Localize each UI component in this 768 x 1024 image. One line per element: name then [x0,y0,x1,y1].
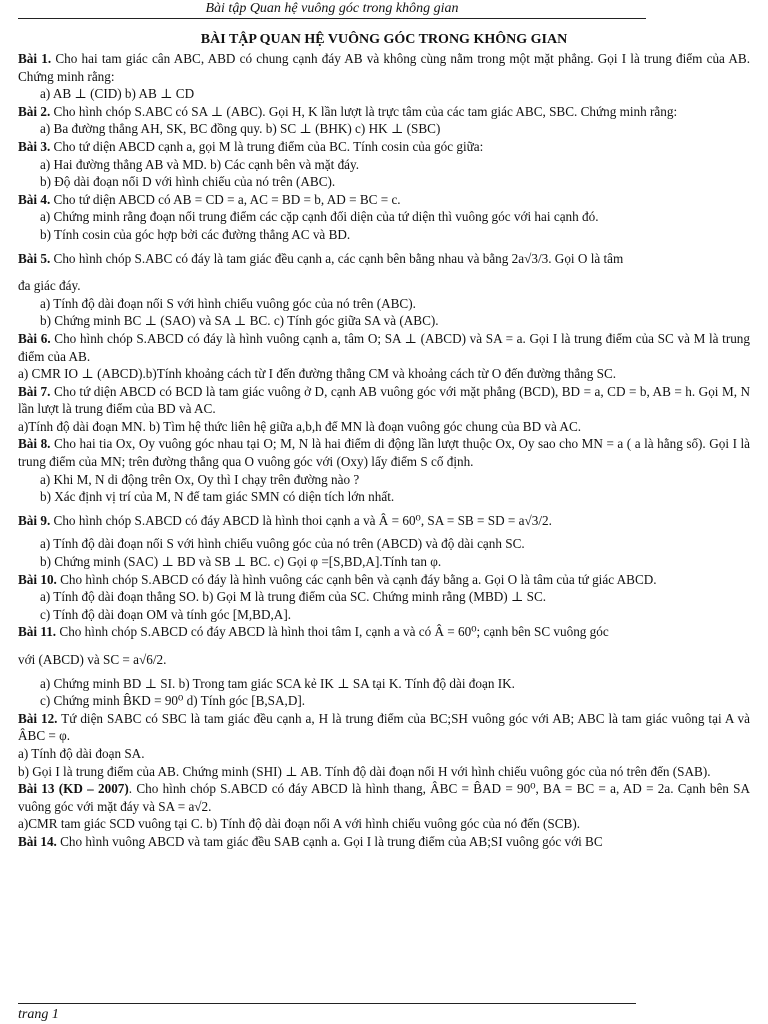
exercise-text-line [18,675,750,693]
exercise-text-line [18,588,750,606]
exercise-text-line [18,277,750,295]
spacer [18,641,750,651]
exercise-heading-line [18,330,750,365]
exercise-label: Bài 5. [18,250,51,266]
exercise-text-line [18,553,750,571]
exercise-text: với (ABCD) và SC = a√6/2. [18,652,167,667]
exercise-text: Cho tứ diện ABCD cạnh a, gọi M là trung điểm của BC. Tính cosin của góc giữa: [50,138,484,154]
page-header [18,0,646,19]
exercise-text: b) Chứng minh (SAC) ⊥ BD và SB ⊥ BC. c) Gọi φ =[S,BD,A].Tính tan φ. [40,554,442,570]
exercise-text: a)Tính độ dài đoạn MN. b) Tìm hệ thức liên hệ giữa a,b,h để MN là đoạn vuông góc chung của BD và AC. [18,418,582,434]
exercise-text: a)CMR tam giác SCD vuông tại C. b) Tính độ dài đoạn nối A với hình chiếu vuông góc của nó đến (SCB). [18,816,581,832]
document-body [18,50,750,851]
exercise-text: a) Tính độ dài đoạn SA. [18,745,145,761]
header-text: Bài tập Quan hệ vuông góc trong không gian [205,1,459,16]
exercise-text: Cho hình chóp S.ABCD có đáy là hình vuông cạnh a, tâm O; SA ⊥ (ABCD) và SA = a. Gọi I là trung điểm của SC và M là trung điểm của AB. [18,330,750,364]
exercise-label: Bài 13 (KD – 2007) [18,781,129,797]
exercise-heading-line [18,833,750,851]
exercise-text: Cho hình vuông ABCD và tam giác đều SAB cạnh a. Gọi I là trung điểm của AB;SI vuông góc với BC [56,833,603,849]
exercise-label: Bài 4. [18,191,51,207]
exercise-heading-line [18,103,750,121]
exercise-text-line [18,85,750,103]
exercise-heading-line [18,138,750,156]
exercise-text-line [18,745,750,763]
exercise-label: Bài 6. [18,330,51,346]
exercise-text: Cho hình chóp S.ABCD có đáy là hình vuông các cạnh bên và cạnh đáy bằng a. Gọi O là tâm của tứ giác ABCD. [56,571,657,587]
exercise-heading-line [18,191,750,209]
exercise-text: a) Hai đường thẳng AB và MD. b) Các cạnh bên và mặt đáy. [40,156,360,172]
exercise-text-line [18,226,750,244]
exercise-label: Bài 9. [18,512,51,528]
document-title: BÀI TẬP QUAN HỆ VUÔNG GÓC TRONG KHÔNG GIAN [200,32,568,47]
exercise-text: a) Tính độ dài đoạn nối S với hình chiếu vuông góc của nó trên (ABCD) và độ dài cạnh SC. [40,536,525,552]
exercise-text-line [18,156,750,174]
exercise-text-line [18,208,750,226]
exercise-label: Bài 10. [18,571,57,587]
exercise-text: c) Chứng minh B̂KD = 90⁰ d) Tính góc [B,SA,D]. [40,693,306,709]
exercise-text-line [18,365,750,383]
exercise-label: Bài 11. [18,624,57,640]
exercise-text-line [18,312,750,330]
exercise-text-line [18,418,750,436]
exercise-label: Bài 7. [18,383,51,399]
exercise-text: b) Độ dài đoạn nối D với hình chiếu của nó trên (ABC). [40,174,336,190]
exercise-text: Tứ diện SABC có SBC là tam giác đều cạnh a, H là trung điểm của BC;SH vuông góc với AB; ABC là tam giác vuông tại A và ÂBC = φ. [18,710,750,744]
exercise-text: . Cho hình chóp S.ABCD có đáy ABCD là hình thang, ÂBC = B̂AD = 90⁰, BA = BC = a, AD = 2a. Cạnh bên SA vuông góc với mặt đáy và SA = a√2. [18,781,750,814]
exercise-text: b) Xác định vị trí của M, N để tam giác SMN có diện tích lớn nhất. [40,489,395,505]
exercise-heading-line [18,250,750,268]
exercise-text: Cho tứ diện ABCD có BCD là tam giác vuông ở D, cạnh AB vuông góc với mặt phẳng (BCD), BD = a, CD = b, AB = h. Gọi M, N lần lượt là trung điểm của BD và AC. [18,383,751,417]
spacer [18,267,750,277]
exercise-text-line [18,606,750,624]
exercise-text: a) Tính độ dài đoạn thẳng SO. b) Gọi M là trung điểm của SC. Chứng minh rằng (MBD) ⊥ SC. [40,589,547,605]
exercise-text: a) CMR IO ⊥ (ABCD).b)Tính khoảng cách từ I đến đường thẳng CM và khoảng cách từ O đến đường thẳng SC. [18,366,617,382]
exercise-label: Bài 3. [18,138,51,154]
exercise-text: đa giác đáy. [18,278,81,294]
exercise-text: a) Khi M, N di động trên Ox, Oy thì I chạy trên đường nào ? [40,471,360,487]
exercise-text: a) Chứng minh rằng đoạn nối trung điểm các cặp cạnh đối diện của tứ diện thì vuông góc với hai cạnh đó. [40,209,599,225]
exercise-text: b) Chứng minh BC ⊥ (SAO) và SA ⊥ BC. c) Tính góc giữa SA và (ABC). [40,313,439,329]
exercise-text: Cho hai tam giác cân ABC, ABD có chung cạnh đáy AB và không cùng nằm trong một mặt phẳng. Gọi I là trung điểm của AB. Chứng minh rằng: [18,51,750,84]
exercise-label: Bài 2. [18,103,51,119]
exercise-text-line [18,763,750,781]
exercise-label: Bài 14. [18,833,57,849]
footer-divider [18,1003,636,1004]
exercise-text-line [18,815,750,833]
exercise-text-line [18,295,750,313]
exercise-heading-line [18,512,750,530]
page-number: trang 1 [18,1007,59,1022]
exercise-text-line [18,120,750,138]
exercise-text: a) Tính độ dài đoạn nối S với hình chiếu vuông góc của nó trên (ABC). [40,295,416,311]
exercise-text: b) Tính cosin của góc hợp bởi các đường thẳng AC và BD. [40,226,351,242]
exercise-text: c) Tính độ dài đoạn OM và tính góc [M,BD,A]. [40,606,292,622]
exercise-text-line [18,471,750,489]
exercise-text-line [18,173,750,191]
exercise-text: Cho hình chóp S.ABCD có đáy ABCD là hình thoi cạnh a và Â = 60⁰, SA = SB = SD = a√3/2. [50,512,552,528]
exercise-text: b) Gọi I là trung điểm của AB. Chứng minh (SHI) ⊥ AB. Tính độ dài đoạn nối H với hình chiếu vuông góc của nó trên đến (SAB). [18,763,711,779]
exercise-text: a) Chứng minh BD ⊥ SI. b) Trong tam giác SCA kẻ IK ⊥ SA tại K. Tính độ dài đoạn IK. [40,675,515,691]
exercise-text: Cho tứ diện ABCD có AB = CD = a, AC = BD = b, AD = BC = c. [50,191,401,207]
exercise-text-line [18,692,750,710]
exercise-text: Cho hình chóp S.ABCD có đáy ABCD là hình thoi tâm I, cạnh a và có Â = 60⁰; cạnh bên SC vuông góc [56,624,609,640]
exercise-text-line [18,535,750,553]
exercise-text-line [18,651,750,669]
exercise-label: Bài 12. [18,710,58,726]
exercise-heading-line [18,623,750,641]
exercise-text: Cho hình chóp S.ABC có đáy là tam giác đều cạnh a, các cạnh bên bằng nhau và bằng 2a√3/3. Gọi O là tâm [50,250,624,266]
exercise-heading-line [18,780,750,815]
exercise-heading-line [18,50,750,85]
exercise-text: Cho hình chóp S.ABC có SA ⊥ (ABC). Gọi H, K lần lượt là trực tâm của các tam giác ABC, SBC. Chứng minh rằng: [50,103,678,119]
exercise-heading-line [18,435,750,470]
exercise-text: a) AB ⊥ (CID) b) AB ⊥ CD [40,86,195,102]
exercise-text: a) Ba đường thẳng AH, SK, BC đồng quy. b) SC ⊥ (BHK) c) HK ⊥ (SBC) [40,121,441,137]
exercise-text-line [18,488,750,506]
exercise-label: Bài 8. [18,436,51,452]
exercise-heading-line [18,571,750,589]
exercise-text: Cho hai tia Ox, Oy vuông góc nhau tại O; M, N là hai điểm di động lần lượt thuộc Ox, Oy sao cho MN = a ( a là hằng số). Gọi I là trung điểm của MN; trên đường thẳng qua O vuông góc với (Oxy) lấy điểm S cố định. [18,436,751,470]
exercise-heading-line [18,383,750,418]
exercise-heading-line [18,710,750,745]
exercise-label: Bài 1. [18,51,52,66]
